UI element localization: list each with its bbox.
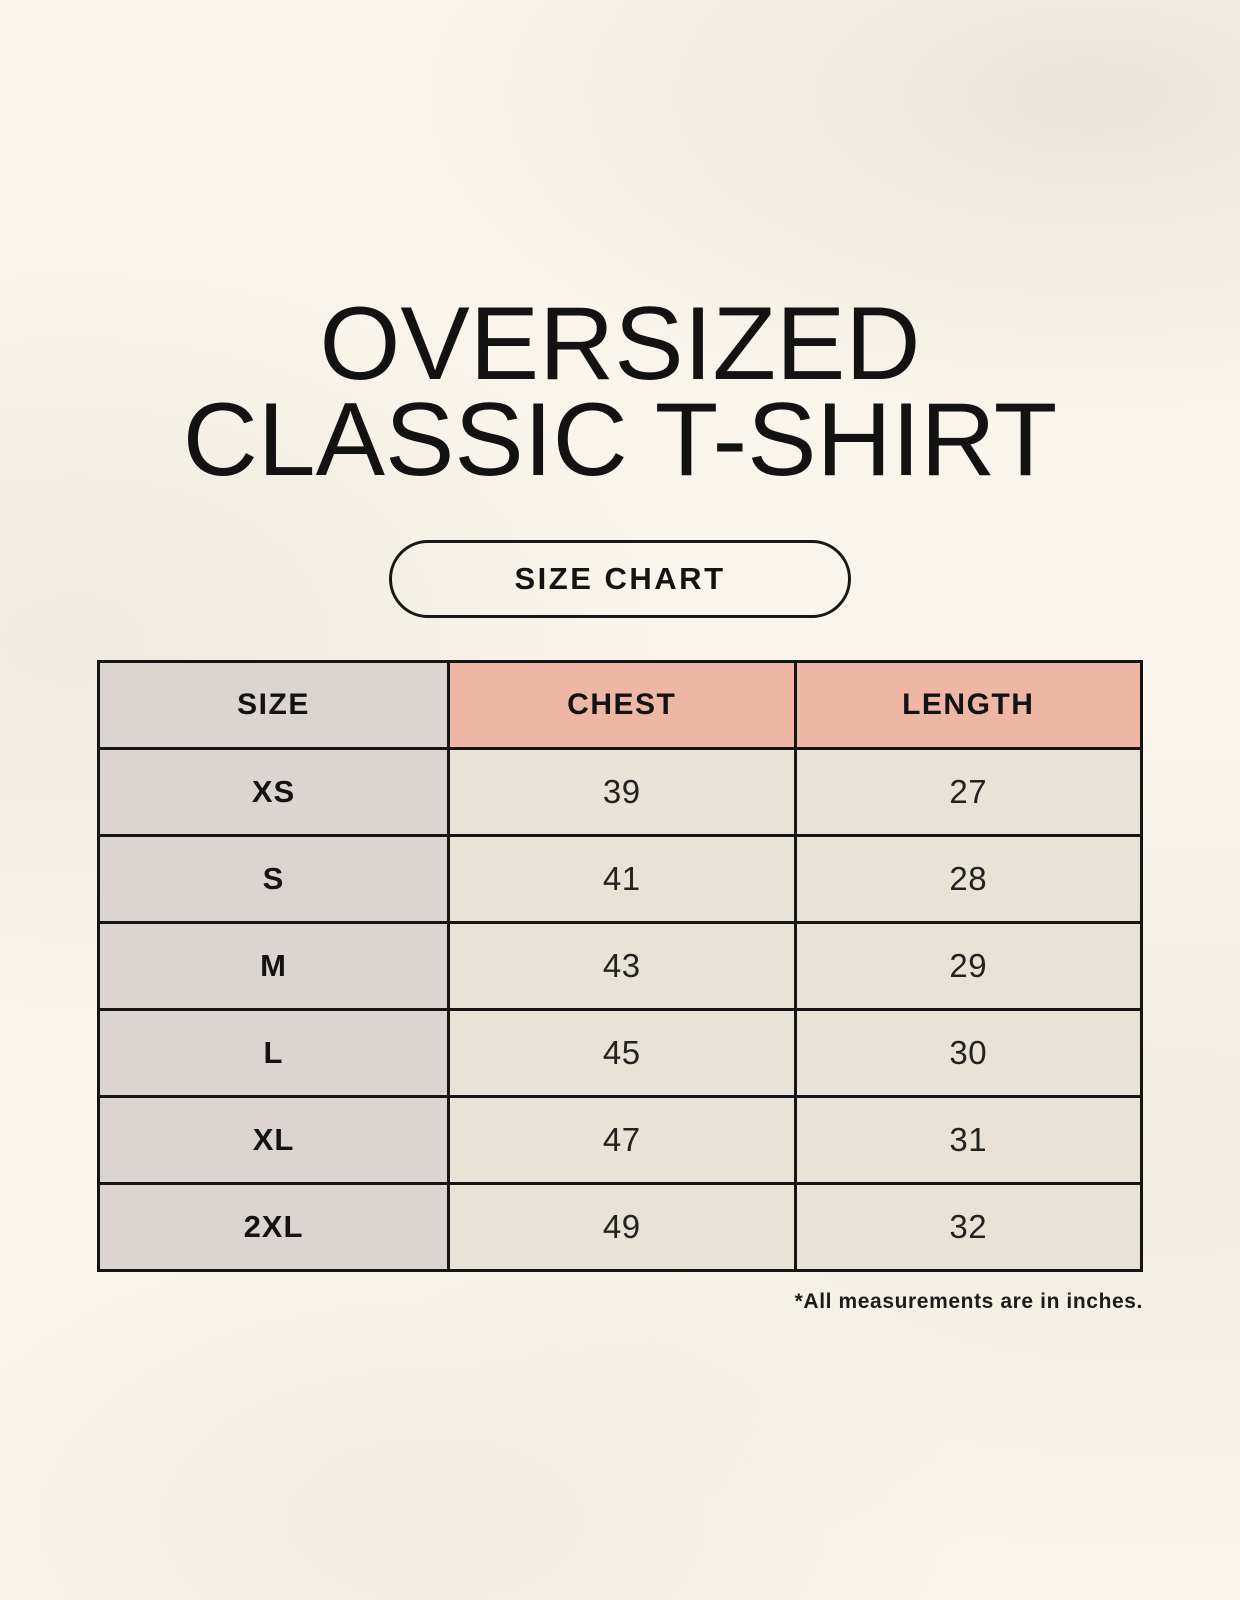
- chest-cell: 47: [449, 1097, 796, 1184]
- size-cell: XL: [99, 1097, 449, 1184]
- column-header-chest: CHEST: [449, 662, 796, 749]
- table-row-m: [99, 923, 1142, 1010]
- product-title: [0, 0, 1240, 498]
- table-row-2xl: [99, 1184, 1142, 1271]
- table-row-l: [99, 1010, 1142, 1097]
- product-title-line-2: CLASSIC T-SHIRT: [182, 382, 1058, 498]
- table-header-row: [99, 662, 1142, 749]
- size-cell: 2XL: [99, 1184, 449, 1271]
- size-chart-button[interactable]: [389, 540, 851, 618]
- table-row-xs: [99, 749, 1142, 836]
- size-cell: L: [99, 1010, 449, 1097]
- length-cell: 29: [795, 923, 1142, 1010]
- product-title-line-1: OVERSIZED: [319, 286, 921, 402]
- table-row-xl: [99, 1097, 1142, 1184]
- length-cell: 30: [795, 1010, 1142, 1097]
- measurements-note: *All measurements are in inches.: [794, 1290, 1143, 1313]
- chest-cell: 41: [449, 836, 796, 923]
- size-chart-button-label: SIZE CHART: [514, 561, 726, 596]
- size-cell: XS: [99, 749, 449, 836]
- table-row-s: [99, 836, 1142, 923]
- chest-cell: 45: [449, 1010, 796, 1097]
- size-cell: S: [99, 836, 449, 923]
- length-cell: 27: [795, 749, 1142, 836]
- size-cell: M: [99, 923, 449, 1010]
- column-header-length: LENGTH: [795, 662, 1142, 749]
- chest-cell: 49: [449, 1184, 796, 1271]
- length-cell: 28: [795, 836, 1142, 923]
- length-cell: 32: [795, 1184, 1142, 1271]
- chest-cell: 39: [449, 749, 796, 836]
- footnote-container: [97, 1290, 1143, 1314]
- column-header-size: SIZE: [99, 662, 449, 749]
- chest-cell: 43: [449, 923, 796, 1010]
- size-chart-table: [97, 660, 1143, 1272]
- length-cell: 31: [795, 1097, 1142, 1184]
